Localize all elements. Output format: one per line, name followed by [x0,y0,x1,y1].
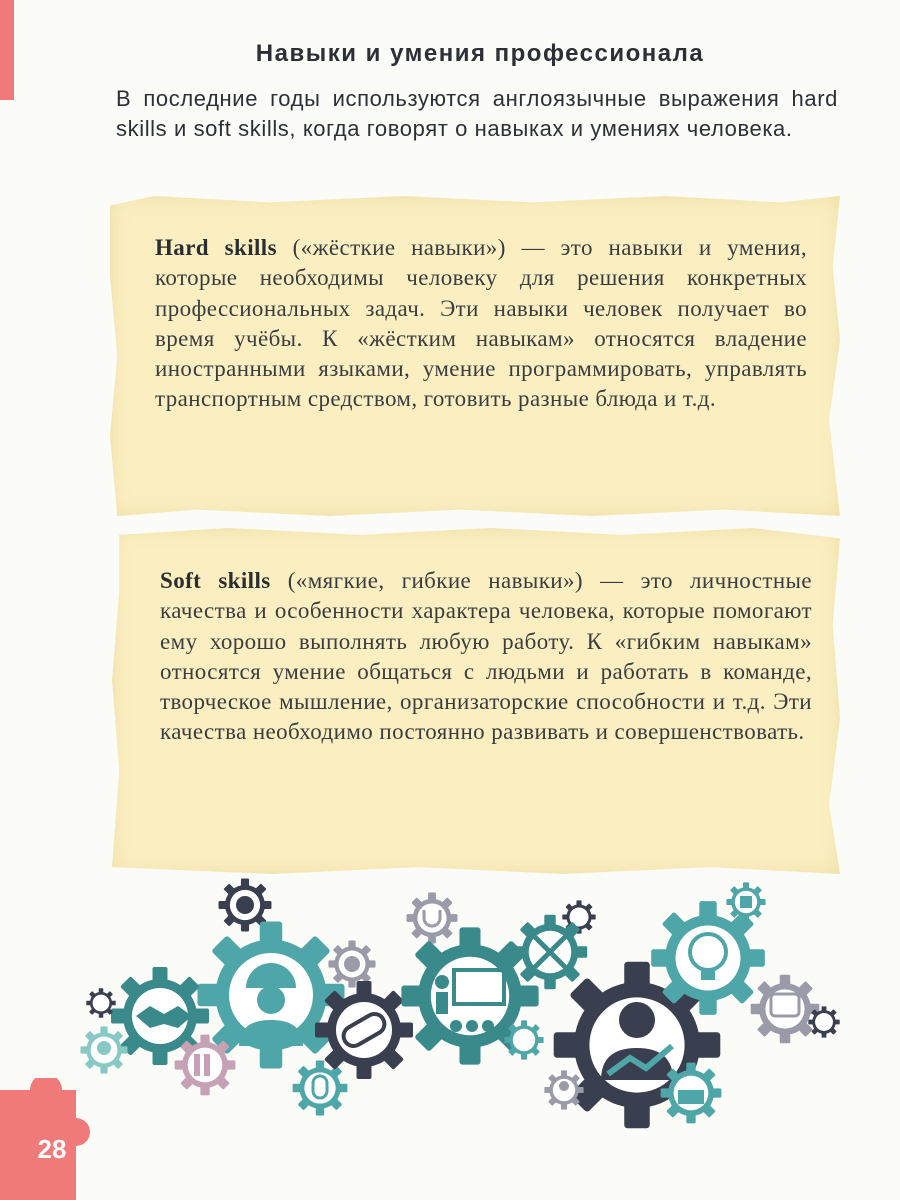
gear-mouse-icon [293,1061,348,1116]
soft-skills-definition: («мягкие, гибкие навыки») — это личностные качества и особенности характера человека, которые помогают ему хорошо выполнять любую работу. К «гибким навыкам» относятся умение общаться с людьми и работать в команде, творческое мышление, организаторские способности и т.д. Эти качества необходимо постоянно развивать и совершенствовать. [160,568,813,745]
gears-illustration [70,870,850,1140]
hard-skills-paragraph [155,233,807,415]
gear-question-chat-icon [751,975,820,1044]
gear-bricks-icon [661,1063,722,1124]
small-gear-person-icon [544,1070,583,1109]
page-number: 28 [37,1134,67,1164]
soft-skills-paragraph [160,566,812,748]
small-gear-dark-right-icon [808,1006,839,1037]
gear-idea-head-icon [328,940,375,987]
gear-brain-lightbulb-icon [651,901,765,1015]
hard-skills-definition: («жёсткие навыки») — это навыки и умения, которые необходимы человеку для решения конкретных профессиональных задач. Эти навыки человек получает во время учёбы. К «жёстким навыкам» относятся владение иностранными языками, умение программировать, управлять транспортным средством, готовить разные блюда и т.д. [155,235,807,412]
soft-skills-term: Soft skills [160,568,271,593]
hard-skills-term: Hard skills [155,235,277,260]
gear-books-icon [175,1035,236,1096]
small-gear-dark-left-icon [86,988,115,1017]
gear-diploma-icon [315,981,413,1079]
small-gear-teal-icon [504,1020,543,1059]
small-gear-stethoscope-icon [407,893,458,944]
gear-lightbulb-small-icon [80,1026,127,1073]
page-edge-strip [0,0,14,100]
intro-paragraph: В последние годы используются англоязычные выражения hard skills и soft skills, когда говорят о навыках и умениях человека. [116,86,838,141]
page-title: Навыки и умения профессионала [255,40,705,67]
gear-tools-icon [513,915,587,989]
